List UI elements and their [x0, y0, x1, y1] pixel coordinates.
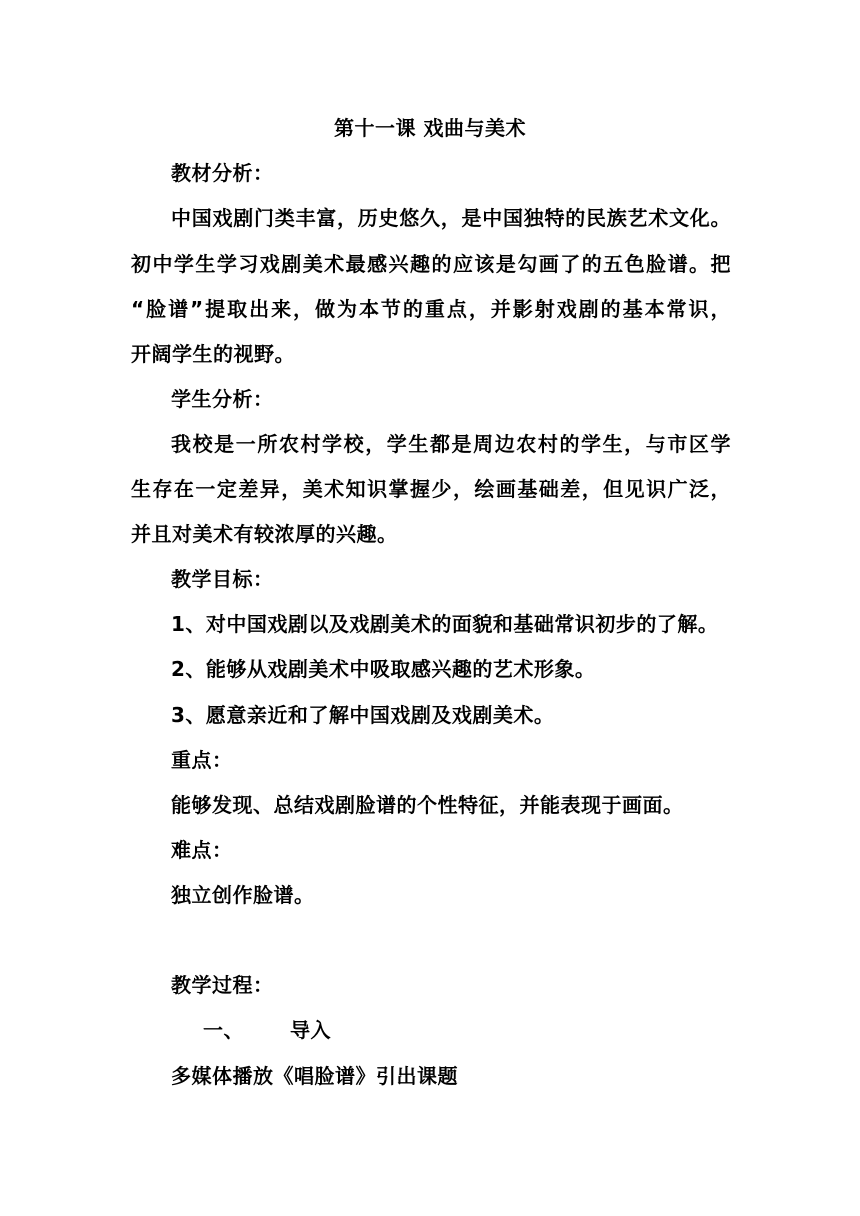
key-heading: 重点： — [171, 748, 233, 772]
goal-item: 1、对中国戏剧以及戏剧美术的面貌和基础常识初步的了解。 — [171, 612, 719, 636]
material-paragraph-line: “脸谱”提取出来，做为本节的重点，并影射戏剧的基本常识， — [131, 297, 731, 321]
student-paragraph-line: 我校是一所农村学校，学生都是周边农村的学生，与市区学 — [171, 432, 731, 456]
student-heading: 学生分析： — [171, 387, 274, 411]
goals-heading: 教学目标： — [171, 567, 274, 591]
student-paragraph-line: 生存在一定差异，美术知识掌握少，绘画基础差，但见识广泛， — [131, 477, 731, 501]
material-paragraph-line: 开阔学生的视野。 — [131, 342, 295, 366]
step-title: 导入 — [290, 1018, 331, 1042]
page-title: 第十一课 戏曲与美术 — [334, 116, 526, 140]
material-paragraph-line: 中国戏剧门类丰富，历史悠久，是中国独特的民族艺术文化。 — [171, 206, 731, 230]
key-text: 能够发现、总结戏剧脸谱的个性特征，并能表现于画面。 — [171, 793, 684, 817]
process-heading: 教学过程： — [171, 973, 274, 997]
goal-item: 2、能够从戏剧美术中吸取感兴趣的艺术形象。 — [171, 657, 596, 681]
step-text: 多媒体播放《唱脸谱》引出课题 — [171, 1064, 458, 1088]
goal-item: 3、愿意亲近和了解中国戏剧及戏剧美术。 — [171, 703, 555, 727]
material-paragraph-line: 初中学生学习戏剧美术最感兴趣的应该是勾画了的五色脸谱。把 — [131, 252, 731, 276]
difficulty-text: 独立创作脸谱。 — [171, 883, 315, 907]
difficulty-heading: 难点： — [171, 838, 233, 862]
student-paragraph-line: 并且对美术有较浓厚的兴趣。 — [131, 522, 398, 546]
step-number: 一、 — [203, 1018, 244, 1042]
material-heading: 教材分析： — [171, 161, 274, 185]
